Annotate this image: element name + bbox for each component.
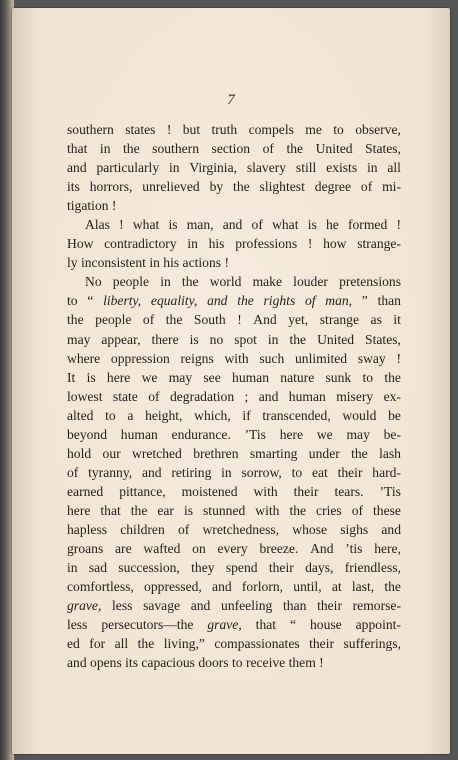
word: no (209, 331, 224, 347)
word: spend (225, 560, 258, 576)
word: tyranny, (88, 464, 133, 480)
word: we (316, 426, 333, 442)
word: ! (166, 122, 172, 137)
word: professions (235, 236, 298, 252)
word: ! (119, 217, 124, 233)
text-line (67, 634, 401, 653)
word: may (346, 426, 370, 442)
word: of (142, 312, 155, 328)
word: moistened (181, 483, 238, 499)
word: ! (307, 236, 313, 252)
word: South (193, 312, 226, 328)
word: sway (357, 350, 386, 366)
word: louder (293, 274, 328, 290)
word: where (67, 350, 101, 366)
word: of (351, 502, 364, 518)
word: “ (290, 617, 297, 633)
word: are (115, 541, 132, 557)
word: observe, (355, 122, 401, 137)
word: its (67, 179, 80, 195)
word: the (289, 502, 307, 518)
word: and (222, 217, 243, 233)
word: their (268, 560, 294, 576)
word: spot (234, 331, 257, 347)
word: and (258, 388, 279, 404)
text-run: tigation ! (67, 198, 117, 214)
word: remorse- (352, 598, 401, 614)
word: living,” (163, 636, 205, 652)
word: all (114, 636, 129, 652)
word: unfeeling (221, 598, 273, 614)
page-number: 7 (227, 92, 235, 108)
text-line (67, 539, 401, 558)
word: ” (361, 293, 368, 309)
word: people (112, 274, 150, 290)
word: people (95, 312, 132, 328)
text-line (67, 482, 401, 501)
italic-word: of (304, 293, 316, 309)
word: is (183, 502, 194, 518)
word: as (370, 312, 382, 328)
word: breeze. (259, 541, 299, 557)
word: ’Tis (244, 426, 266, 442)
word: of (360, 179, 373, 195)
word: degradation (169, 388, 235, 404)
word: last, (351, 579, 375, 595)
word: in (187, 236, 198, 252)
word: beyond (67, 426, 108, 442)
word: see (203, 369, 221, 385)
italic-word: grave, (207, 617, 242, 633)
word: forlorn, (241, 579, 284, 595)
word: is (307, 217, 317, 233)
word: groans (67, 541, 104, 557)
word: exists (326, 160, 358, 176)
text-line (67, 387, 401, 406)
word: retiring (171, 464, 212, 480)
word: their (337, 464, 363, 480)
italic-word: the (237, 293, 254, 309)
word: stunned (203, 502, 246, 518)
word: to (333, 122, 344, 137)
word: the (137, 636, 155, 652)
word: oppression (110, 350, 170, 366)
word: human (232, 369, 270, 385)
word: lash (379, 445, 401, 461)
word: unrelieved (142, 179, 200, 195)
word: sighs (340, 521, 369, 537)
word: his (208, 236, 225, 252)
text-line (67, 463, 401, 482)
text-line (67, 349, 401, 368)
word: unlimited (294, 350, 348, 366)
text-line (67, 520, 401, 539)
word: pittance, (119, 483, 166, 499)
text-line (67, 596, 401, 615)
word: which, (194, 407, 231, 423)
word: the (286, 141, 304, 157)
word: in (67, 560, 78, 576)
word: is (168, 217, 178, 233)
word: ; (244, 388, 249, 404)
word: that (67, 141, 88, 157)
word: that (255, 617, 277, 633)
word: make (252, 274, 283, 290)
word: in (267, 331, 279, 347)
word: appoint- (355, 617, 401, 633)
word: in (160, 274, 171, 290)
word: misery (336, 388, 374, 404)
word: and (381, 521, 401, 537)
text-line (67, 139, 401, 158)
word: for (89, 636, 106, 652)
word: here (106, 369, 131, 385)
word: Virginia, (189, 160, 237, 176)
word: of (67, 464, 79, 480)
word: be- (383, 426, 401, 442)
word: section (211, 141, 251, 157)
paragraph (67, 272, 401, 672)
word: of (148, 388, 160, 404)
word: the (130, 502, 148, 518)
word: yet, (288, 312, 309, 328)
word: sorrow, (241, 464, 282, 480)
italic-word: equality, (150, 293, 198, 309)
word: in (221, 464, 232, 480)
word: that (100, 502, 121, 518)
word: the (233, 179, 250, 195)
word: the (384, 369, 401, 385)
word: wretched (132, 445, 182, 461)
word: human (288, 388, 326, 404)
word: succession, (118, 560, 180, 576)
text-line (67, 653, 401, 672)
text-line (67, 330, 401, 349)
word: man, (186, 217, 214, 233)
word: Alas (85, 217, 110, 233)
text-line (67, 272, 401, 291)
word: with (224, 350, 249, 366)
paragraph (67, 215, 401, 272)
word: the (181, 274, 199, 290)
word: “ (87, 293, 94, 309)
word: it (393, 312, 401, 328)
word: sufferings, (343, 636, 401, 652)
word: contradictory (104, 236, 177, 252)
word: to (105, 407, 116, 423)
word: tears. (334, 483, 364, 499)
word: of (177, 521, 190, 537)
text-line (67, 444, 401, 463)
word: It (67, 369, 76, 385)
word: less (67, 617, 88, 633)
word: height, (145, 407, 183, 423)
word: smarting (249, 445, 298, 461)
word: but (182, 122, 201, 137)
word: sad (88, 560, 107, 576)
word: under (308, 445, 340, 461)
word: compels (248, 122, 294, 137)
word: United (317, 331, 355, 347)
word: How (67, 236, 94, 252)
word: to (67, 293, 78, 309)
word: here, (374, 541, 401, 557)
word: human (120, 426, 158, 442)
word: the (123, 141, 140, 157)
word: children (120, 521, 165, 537)
word: wafted (143, 541, 181, 557)
word: transcended, (262, 407, 331, 423)
word: ed (67, 636, 80, 652)
word: on (192, 541, 206, 557)
text-line (67, 253, 401, 272)
word: compassionates (214, 636, 300, 652)
text-line (67, 291, 401, 310)
word: ! (237, 312, 242, 328)
word: eat (311, 464, 328, 480)
word: than (377, 293, 401, 309)
word: may (67, 331, 91, 347)
body-text (67, 120, 401, 672)
word: state (112, 388, 138, 404)
text-line (67, 501, 401, 520)
word: a (127, 407, 134, 423)
word: days, (305, 560, 334, 576)
word: ex- (383, 388, 401, 404)
word: pretensions (339, 274, 401, 290)
word: until, (293, 579, 322, 595)
word: persecutors—the (101, 617, 194, 633)
word: strange (319, 312, 360, 328)
word: ear (157, 502, 174, 518)
text-line (67, 425, 401, 444)
word: southern (152, 141, 199, 157)
word: the (351, 445, 368, 461)
word: house (309, 617, 342, 633)
word: he (325, 217, 339, 233)
word: horrors, (89, 179, 133, 195)
word: States, (365, 141, 401, 157)
word: United (315, 141, 353, 157)
word: the (165, 312, 183, 328)
word: be (388, 407, 401, 423)
word: with (253, 483, 278, 499)
italic-word: liberty, (103, 293, 142, 309)
word: ’tis (345, 541, 363, 557)
word: with (255, 502, 280, 518)
word: of (262, 141, 274, 157)
word: sunk (325, 369, 352, 385)
word: to (291, 464, 303, 480)
word: here (67, 502, 91, 518)
word: cries (316, 502, 342, 518)
italic-word: rights (263, 293, 296, 309)
word: ’Tis (379, 483, 401, 499)
word: these (373, 502, 401, 518)
word: earned (67, 483, 104, 499)
word: savage (143, 598, 181, 614)
word: reigns (180, 350, 214, 366)
word: less (112, 598, 133, 614)
word: And (310, 541, 334, 557)
word: is (189, 331, 199, 347)
word: all (387, 160, 401, 176)
word: by (209, 179, 224, 195)
text-line (67, 215, 401, 234)
word: mi- (382, 179, 401, 195)
word: wretchedness, (202, 521, 280, 537)
italic-word: and (207, 293, 228, 309)
word: our (102, 445, 121, 461)
word: the (67, 312, 84, 328)
text-line (67, 177, 401, 196)
word: and (67, 160, 87, 176)
word: we (141, 369, 158, 385)
word: than (283, 598, 307, 614)
word: hard- (372, 464, 401, 480)
word: alted (67, 407, 94, 423)
word: still (295, 160, 317, 176)
paragraph (67, 120, 401, 215)
italic-word: man, (325, 293, 353, 309)
word: oppressed, (144, 579, 202, 595)
page-sheet (12, 8, 450, 754)
word: every (217, 541, 248, 557)
word: slightest (259, 179, 305, 195)
word: in (366, 160, 378, 176)
word: particularly (96, 160, 160, 176)
word: is (86, 369, 96, 385)
word: formed (347, 217, 388, 233)
word: if (242, 407, 251, 423)
word: and (141, 464, 162, 480)
text-line (67, 368, 401, 387)
word: whose (292, 521, 328, 537)
word: lowest (67, 388, 103, 404)
word: hold (67, 445, 92, 461)
word: at (331, 579, 342, 595)
word: comfortless, (67, 579, 134, 595)
word: world (209, 274, 242, 290)
word: their (309, 636, 335, 652)
word: strange- (357, 236, 401, 252)
word: ! (396, 217, 401, 233)
word: endurance. (171, 426, 231, 442)
word: the (384, 579, 401, 595)
word: what (272, 217, 299, 233)
word: brethren (193, 445, 239, 461)
word: nature (280, 369, 315, 385)
word: And (253, 312, 277, 328)
word: there (151, 331, 179, 347)
word: in (168, 160, 180, 176)
word: they (191, 560, 215, 576)
word: their (317, 598, 342, 614)
word: the (289, 331, 307, 347)
word: and (212, 579, 232, 595)
text-line (67, 310, 401, 329)
text-line (67, 406, 401, 425)
italic-word: grave, (67, 598, 102, 614)
word: southern (67, 122, 114, 137)
word: me (305, 122, 322, 137)
text-line (67, 577, 401, 596)
word: their (293, 483, 319, 499)
word: truth (211, 122, 238, 137)
word: slavery (246, 160, 287, 176)
word: No (85, 274, 102, 290)
word: such (259, 350, 285, 366)
word: what (132, 217, 160, 233)
text-line (67, 234, 401, 253)
word: friendless, (344, 560, 401, 576)
text-line (67, 558, 401, 577)
word: to (362, 369, 374, 385)
text-line (67, 158, 401, 177)
word: may (168, 369, 193, 385)
word: ! (396, 350, 401, 366)
word: degree (314, 179, 351, 195)
text-run: ly inconsistent in his actions ! (67, 255, 229, 271)
word: in (99, 141, 111, 157)
word: appear, (101, 331, 141, 347)
word: and (190, 598, 211, 614)
word: would (342, 407, 377, 423)
text-line (67, 615, 401, 634)
word: hapless (67, 521, 108, 537)
word: how (323, 236, 347, 252)
text-run: and opens its capacious doors to receive them ! (67, 655, 324, 671)
text-line (67, 120, 401, 139)
word: here (279, 426, 304, 442)
word: states (125, 122, 156, 137)
text-line (67, 196, 401, 215)
word: of (251, 217, 263, 233)
word: States, (365, 331, 401, 347)
